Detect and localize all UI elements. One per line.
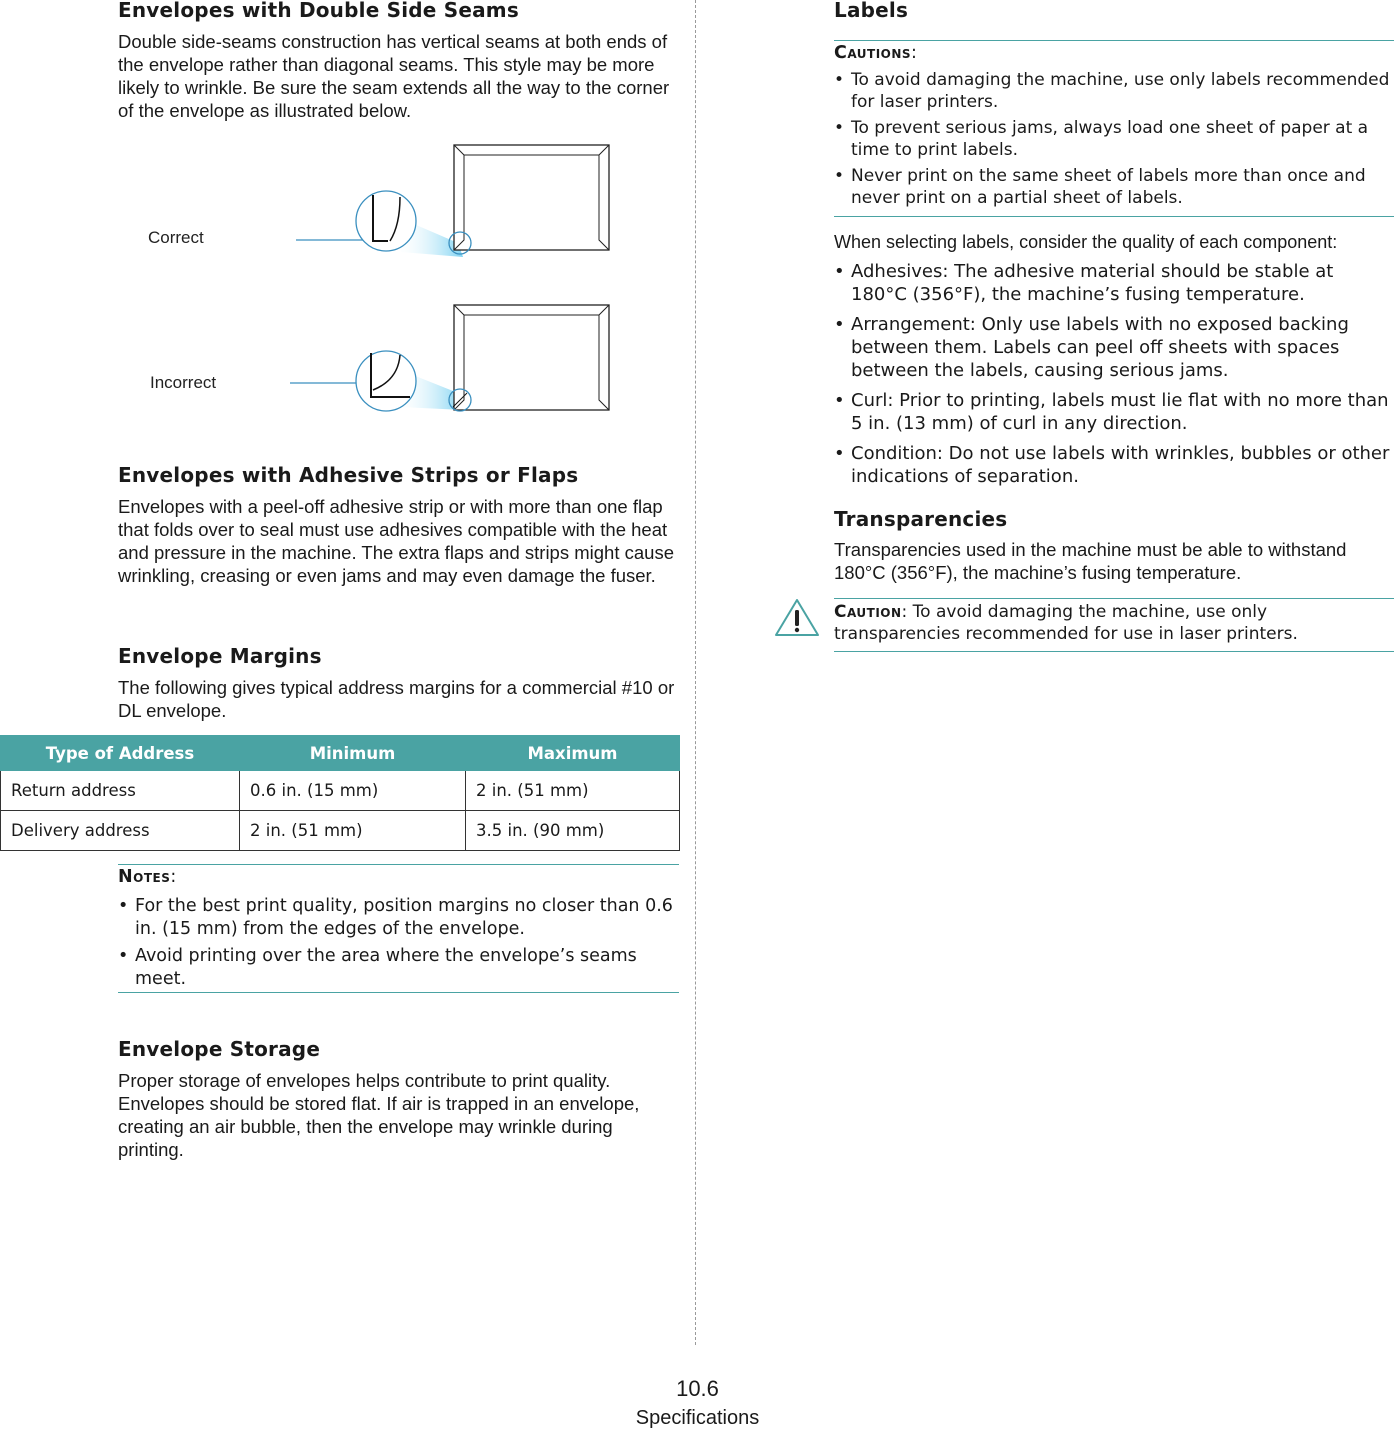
table-cell: 3.5 in. (90 mm) xyxy=(466,811,680,851)
page-number: 10.6 xyxy=(676,1376,719,1401)
heading-envelope-storage: Envelope Storage xyxy=(118,1037,321,1061)
table-cell: 2 in. (51 mm) xyxy=(240,811,466,851)
table-header-row xyxy=(1,736,680,771)
labels-cautions-list xyxy=(834,70,1394,209)
caution-bottom-rule xyxy=(834,651,1394,652)
paragraph-envelope-storage: Proper storage of envelopes helps contribute to print quality. Envelopes should be stored flat. If air is trapped in an envelope, creating an air bubble, then the envelope may wrinkle during printing. xyxy=(118,1070,640,1160)
column-header-minimum: Minimum xyxy=(240,736,466,771)
cautions-top-rule xyxy=(834,40,1394,41)
notes-top-rule xyxy=(118,864,679,865)
notes-title: Notes: xyxy=(118,867,177,887)
column-header-maximum: Maximum xyxy=(466,736,680,771)
list-item: • Avoid printing over the area where the envelope’s seams meet. xyxy=(118,945,678,990)
notes-list xyxy=(118,895,678,990)
incorrect-envelope-illustration xyxy=(290,305,609,411)
heading-envelope-margins: Envelope Margins xyxy=(118,644,322,668)
list-item: • Arrangement: Only use labels with no exposed backing between them. Labels can peel off sheets with spaces between the labels, causing serious jams. xyxy=(834,313,1394,382)
heading-labels: Labels xyxy=(834,0,909,22)
envelope-margins-table xyxy=(0,735,680,851)
section-name: Specifications xyxy=(635,1407,760,1429)
paragraph-double-side-seams: Double side-seams construction has vertical seams at both ends of the envelope rather than diagonal seams. This style may be more likely to wrinkle. Be sure the seam extends all the way to the corner of the envelope as illustrated below. xyxy=(118,31,670,121)
column-divider xyxy=(695,0,696,1345)
table-cell: 0.6 in. (15 mm) xyxy=(240,771,466,811)
warning-icon xyxy=(773,597,821,639)
heading-transparencies: Transparencies xyxy=(834,507,1008,531)
table-cell: Delivery address xyxy=(1,811,240,851)
cautions-title: Cautions: xyxy=(834,43,917,63)
cautions-bottom-rule xyxy=(834,216,1394,217)
transparencies-caution: Caution: To avoid damaging the machine, use only transparencies recommended for use in laser printers. xyxy=(834,602,1298,644)
label-incorrect: Incorrect xyxy=(150,373,217,392)
table-row xyxy=(1,771,680,811)
labels-intro: When selecting labels, consider the quality of each component: xyxy=(834,232,1338,252)
list-item: • For the best print quality, position margins no closer than 0.6 in. (15 mm) from the edges of the envelope. xyxy=(118,895,678,940)
list-item: • To prevent serious jams, always load one sheet of paper at a time to print labels. xyxy=(834,118,1394,161)
correct-envelope-illustration xyxy=(296,145,609,257)
paragraph-envelope-margins: The following gives typical address margins for a commercial #10 or DL envelope. xyxy=(118,677,675,721)
column-header-type: Type of Address xyxy=(1,736,240,771)
table-row xyxy=(1,811,680,851)
label-correct: Correct xyxy=(148,228,204,247)
caution-top-rule xyxy=(834,598,1394,599)
labels-component-list xyxy=(834,260,1394,488)
table-cell: 2 in. (51 mm) xyxy=(466,771,680,811)
table-cell: Return address xyxy=(1,771,240,811)
list-item: • Curl: Prior to printing, labels must lie flat with no more than 5 in. (13 mm) of curl in any direction. xyxy=(834,389,1394,435)
list-item: • Adhesives: The adhesive material should be stable at 180°C (356°F), the machine’s fusing temperature. xyxy=(834,260,1394,306)
paragraph-transparencies: Transparencies used in the machine must be able to withstand 180°C (356°F), the machine’s fusing temperature. xyxy=(834,539,1347,583)
list-item: • To avoid damaging the machine, use only labels recommended for laser printers. xyxy=(834,70,1394,113)
list-item: • Condition: Do not use labels with wrinkles, bubbles or other indications of separation. xyxy=(834,442,1394,488)
notes-bottom-rule xyxy=(118,992,679,993)
list-item: • Never print on the same sheet of labels more than once and never print on a partial sheet of labels. xyxy=(834,166,1394,209)
heading-double-side-seams: Envelopes with Double Side Seams xyxy=(118,0,519,22)
heading-adhesive-strips: Envelopes with Adhesive Strips or Flaps xyxy=(118,463,579,487)
paragraph-adhesive-strips: Envelopes with a peel-off adhesive strip or with more than one flap that folds over to seal must use adhesives compatible with the heat and pressure in the machine. The extra flaps and strips might cause wrinkling, creasing or even jams and may even damage the fuser. xyxy=(118,496,674,586)
